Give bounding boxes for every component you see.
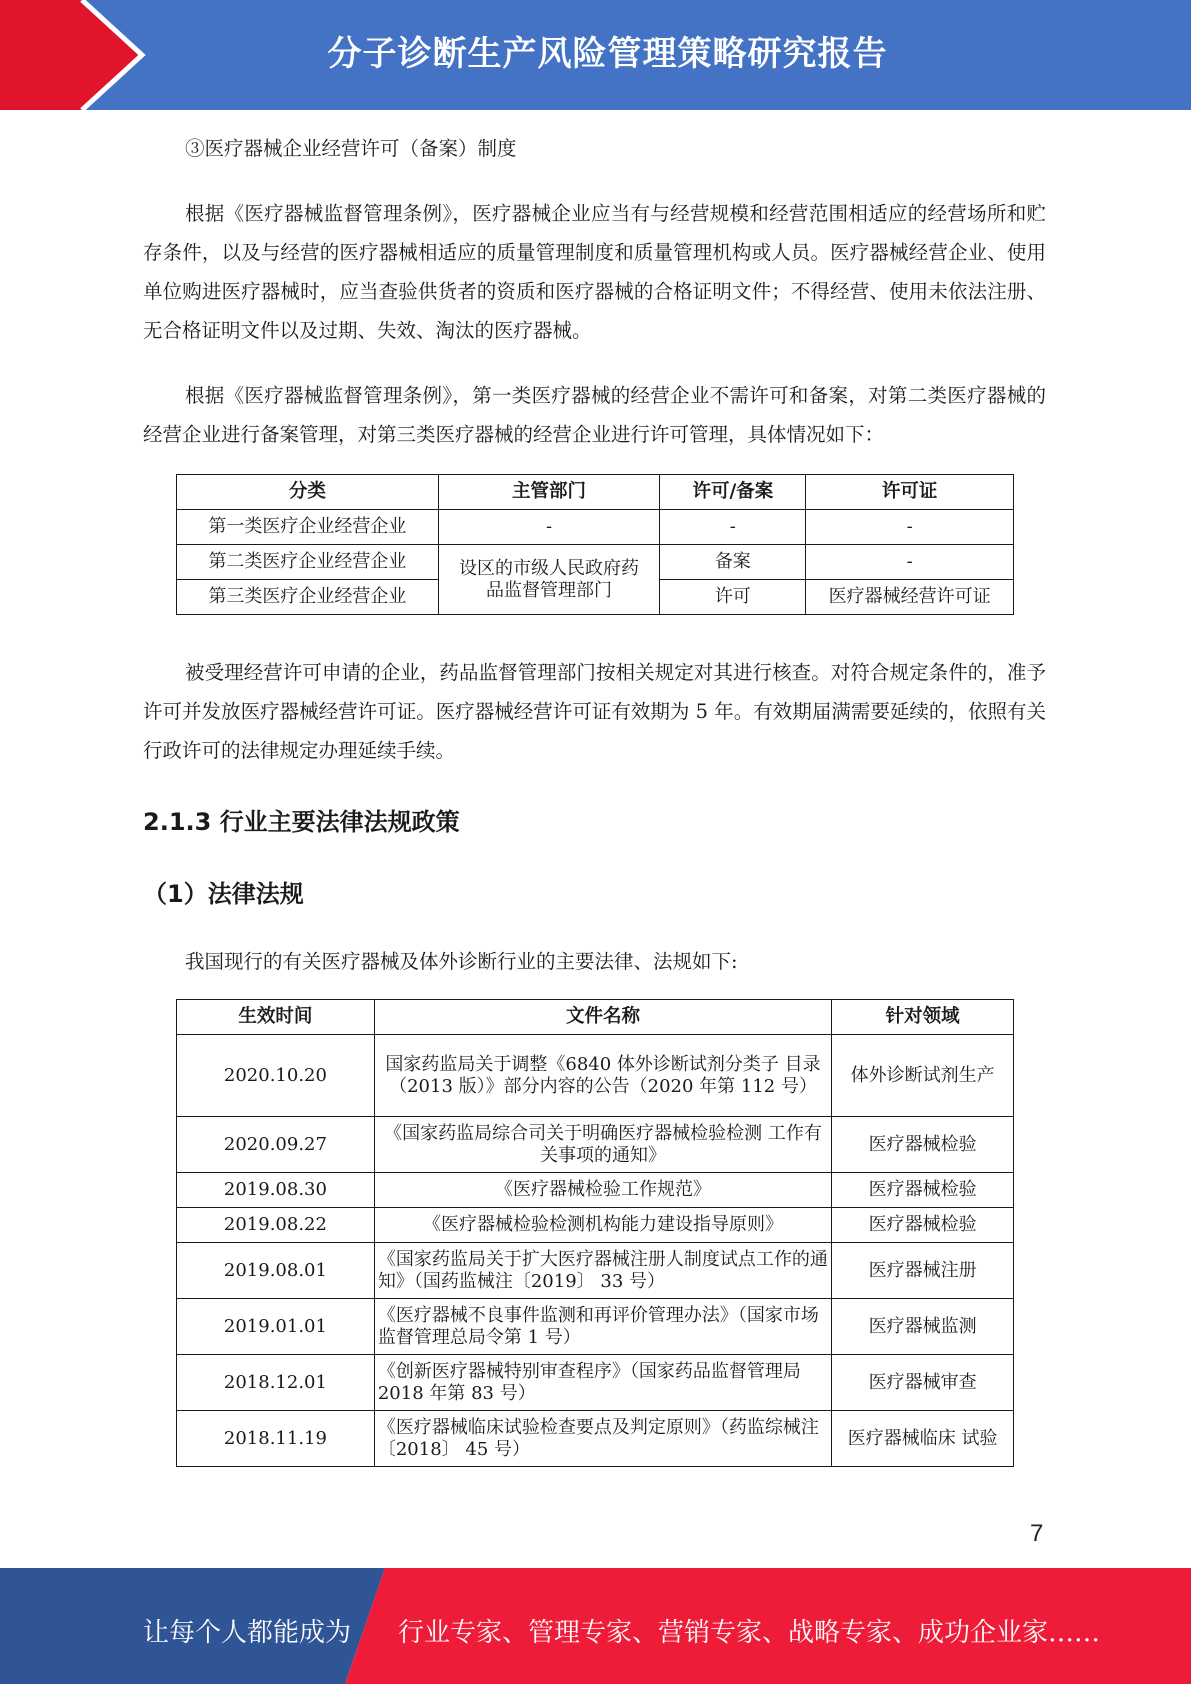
subsection-heading: （1）法律法规: [143, 880, 304, 908]
footer-slogan-left: 让每个人都能成为: [143, 1618, 352, 1648]
table-cell: 2018.12.01: [177, 1355, 375, 1411]
table-cell: 2019.01.01: [177, 1299, 375, 1355]
page-number: 7: [1030, 1520, 1044, 1547]
report-title: 分子诊断生产风险管理策略研究报告: [327, 34, 888, 74]
table-header-cell: 主管部门: [438, 475, 660, 510]
table-cell: 医疗器械审查: [832, 1355, 1014, 1411]
table-row: [177, 1035, 1014, 1117]
table-header-cell: 生效时间: [177, 1000, 375, 1035]
table-cell: 2020.10.20: [177, 1035, 375, 1117]
table-header-cell: 文件名称: [374, 1000, 831, 1035]
header-arrow-decoration: [0, 0, 160, 110]
page-content: [143, 130, 1046, 1467]
table-cell: 2018.11.19: [177, 1411, 375, 1467]
table-header-cell: 针对领域: [832, 1000, 1014, 1035]
table-cell-merged: 设区的市级人民政府药品监督管理部门: [438, 545, 660, 615]
table-cell: -: [806, 510, 1014, 545]
table-cell: 2019.08.22: [177, 1208, 375, 1243]
table-cell: 许可: [660, 580, 806, 615]
paragraph: 根据《医疗器械监督管理条例》，医疗器械企业应当有与经营规模和经营范围相适应的经营场所和贮存条件，以及与经营的医疗器械相适应的质量管理制度和质量管理机构或人员。医疗器械经营企业、使用单位购进医疗器械时，应当查验供货者的资质和医疗器械的合格证明文件；不得经营、使用未依法注册、无合格证明文件以及过期、失效、淘汰的医疗器械。: [143, 202, 1046, 342]
table-cell: 医疗器械监测: [832, 1299, 1014, 1355]
table-cell: 医疗器械检验: [832, 1208, 1014, 1243]
table-cell: 医疗器械检验: [832, 1173, 1014, 1208]
paragraph: 被受理经营许可申请的企业，药品监督管理部门按相关规定对其进行核查。对符合规定条件的，准予许可并发放医疗器械经营许可证。医疗器械经营许可证有效期为 5 年。有效期届满需要延续的，依照有关行政许可的法律规定办理延续手续。: [143, 661, 1046, 762]
table-cell: 医疗器械经营许可证: [806, 580, 1014, 615]
paragraph: 根据《医疗器械监督管理条例》，第一类医疗器械的经营企业不需许可和备案，对第二类医疗器械的经营企业进行备案管理，对第三类医疗器械的经营企业进行许可管理，具体情况如下：: [143, 384, 1046, 446]
table-header-cell: 许可证: [806, 475, 1014, 510]
table-cell: 第二类医疗企业经营企业: [177, 545, 439, 580]
section-heading: 2.1.3 行业主要法律法规政策: [143, 808, 460, 836]
table-row: [177, 1411, 1014, 1467]
table-row: [177, 1173, 1014, 1208]
paragraph: 我国现行的有关医疗器械及体外诊断行业的主要法律、法规如下:: [185, 950, 738, 973]
table-cell: 《创新医疗器械特别审查程序》（国家药品监督管理局 2018 年第 83 号）: [374, 1355, 831, 1411]
table-cell: 《医疗器械临床试验检查要点及判定原则》（药监综械注〔2018〕 45 号）: [374, 1411, 831, 1467]
table-cell: 第一类医疗企业经营企业: [177, 510, 439, 545]
table-cell: 《国家药监局关于扩大医疗器械注册人制度试点工作的通知》（国药监械注〔2019〕 33 号）: [374, 1243, 831, 1299]
table-cell: 第三类医疗企业经营企业: [177, 580, 439, 615]
table-cell: -: [438, 510, 660, 545]
footer-slogan-right: 行业专家、管理专家、营销专家、战略专家、成功企业家……: [398, 1618, 1101, 1648]
table-cell: 医疗器械检验: [832, 1117, 1014, 1173]
page-header: [0, 0, 1191, 110]
table-cell: 2020.09.27: [177, 1117, 375, 1173]
item-title: ③医疗器械企业经营许可（备案）制度: [185, 137, 517, 160]
table-cell: 备案: [660, 545, 806, 580]
table-row: [177, 510, 1014, 545]
table-header-cell: 分类: [177, 475, 439, 510]
table-row: [177, 545, 1014, 580]
table-cell: 医疗器械注册: [832, 1243, 1014, 1299]
license-table: [176, 474, 1014, 615]
table-row: [177, 1117, 1014, 1173]
table-cell: 国家药监局关于调整《6840 体外诊断试剂分类子 目录（2013 版）》部分内容的公告（2020 年第 112 号）: [374, 1035, 831, 1117]
table-cell: 《医疗器械不良事件监测和再评价管理办法》（国家市场监督管理总局令第 1 号）: [374, 1299, 831, 1355]
table-cell: 《医疗器械检验检测机构能力建设指导原则》: [374, 1208, 831, 1243]
table-cell: 体外诊断试剂生产: [832, 1035, 1014, 1117]
table-header-cell: 许可/备案: [660, 475, 806, 510]
table-cell: -: [806, 545, 1014, 580]
table-cell: 2019.08.01: [177, 1243, 375, 1299]
table-cell: -: [660, 510, 806, 545]
table-row: [177, 1208, 1014, 1243]
table-cell: 2019.08.30: [177, 1173, 375, 1208]
table-cell: 《医疗器械检验工作规范》: [374, 1173, 831, 1208]
regulations-table: [176, 999, 1014, 1467]
table-row: [177, 1355, 1014, 1411]
table-row: [177, 1299, 1014, 1355]
table-row: [177, 1243, 1014, 1299]
table-cell: 医疗器械临床 试验: [832, 1411, 1014, 1467]
table-cell: 《国家药监局综合司关于明确医疗器械检验检测 工作有关事项的通知》: [374, 1117, 831, 1173]
